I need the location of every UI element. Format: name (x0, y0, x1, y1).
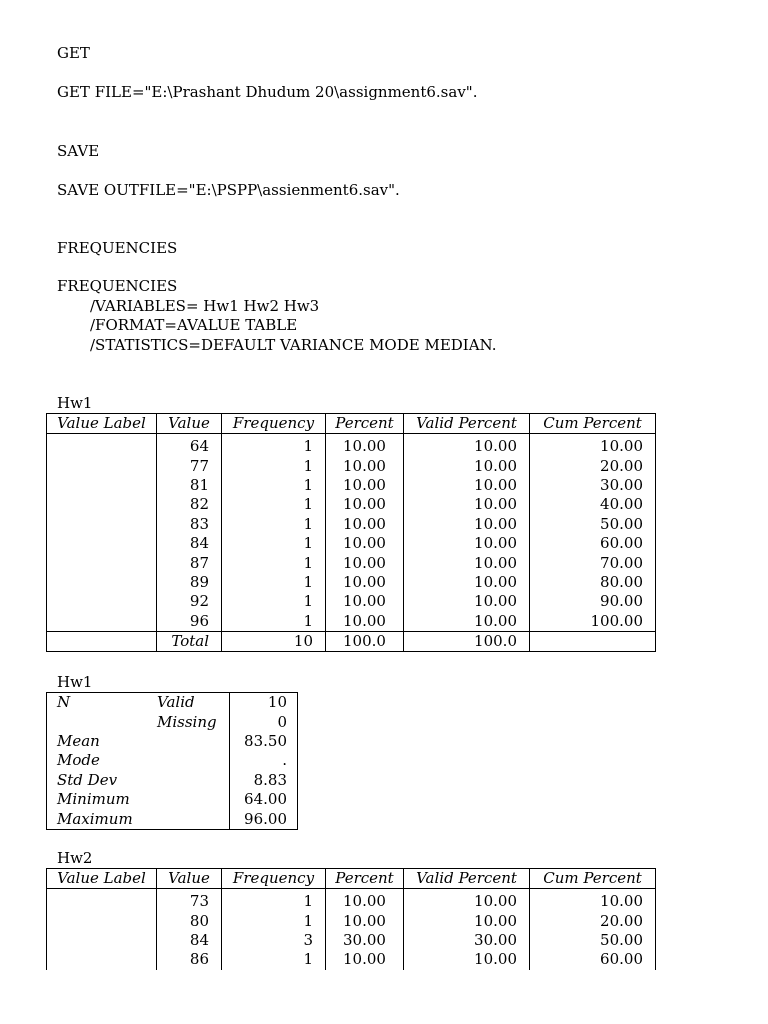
valid-percent-cell: 10.00 (404, 911, 530, 930)
total-label-cell: Total (157, 631, 222, 651)
frequency-cell: 1 (222, 434, 326, 457)
value-cell: 81 (157, 476, 222, 495)
stat-missing-label: Missing (157, 712, 217, 731)
cum-percent-cell: 20.00 (530, 911, 656, 930)
frequency-cell: 1 (222, 889, 326, 912)
percent-cell: 10.00 (326, 553, 404, 572)
value-cell: 84 (157, 931, 222, 950)
col-value-label: Value Label (47, 414, 157, 434)
table-row (47, 495, 656, 514)
hw1-statistics-table (46, 692, 298, 830)
value-label-cell (47, 476, 157, 495)
total-percent-cell: 100.0 (326, 631, 404, 651)
frequency-cell: 1 (222, 515, 326, 534)
valid-percent-cell: 10.00 (404, 456, 530, 475)
percent-cell: 10.00 (326, 950, 404, 969)
hw2-frequency-table (46, 868, 656, 970)
percent-cell: 10.00 (326, 495, 404, 514)
stat-max-value: 96.00 (230, 809, 298, 829)
save-header: SAVE (57, 142, 100, 160)
frequencies-statistics: /STATISTICS=DEFAULT VARIANCE MODE MEDIAN. (90, 336, 497, 354)
valid-percent-cell: 10.00 (404, 476, 530, 495)
stat-max-label: Maximum (57, 809, 133, 828)
table-header-row (47, 414, 656, 434)
value-cell: 82 (157, 495, 222, 514)
stat-min-label: Minimum (57, 790, 130, 809)
total-cum-empty-cell (530, 631, 656, 651)
col-cum-percent: Cum Percent (530, 869, 656, 889)
table-header-row (47, 869, 656, 889)
value-label-cell (47, 592, 157, 611)
col-frequency: Frequency (222, 414, 326, 434)
cum-percent-cell: 50.00 (530, 515, 656, 534)
table-row (47, 476, 656, 495)
percent-cell: 10.00 (326, 612, 404, 632)
value-label-cell (47, 931, 157, 950)
value-cell: 87 (157, 553, 222, 572)
table-row (47, 931, 656, 950)
value-label-cell (47, 911, 157, 930)
cum-percent-cell: 90.00 (530, 592, 656, 611)
hw1-frequency-table (46, 413, 656, 652)
frequency-cell: 1 (222, 534, 326, 553)
frequency-cell: 1 (222, 456, 326, 475)
value-label-cell (47, 553, 157, 572)
stat-valid-value: 10 (230, 693, 298, 713)
value-cell: 89 (157, 573, 222, 592)
valid-percent-cell: 10.00 (404, 889, 530, 912)
stat-row-stddev (47, 771, 298, 790)
cum-percent-cell: 60.00 (530, 950, 656, 969)
table-row (47, 553, 656, 572)
table-row (47, 592, 656, 611)
stat-row-valid (47, 693, 298, 713)
stat-mean-label: Mean (57, 731, 100, 750)
cum-percent-cell: 50.00 (530, 931, 656, 950)
percent-cell: 10.00 (326, 889, 404, 912)
save-command: SAVE OUTFILE="E:\PSPP\assienment6.sav". (57, 181, 400, 199)
get-command: GET FILE="E:\Prashant Dhudum 20\assignment6.sav". (57, 83, 478, 101)
col-valid-percent: Valid Percent (404, 869, 530, 889)
col-frequency: Frequency (222, 869, 326, 889)
table-row (47, 456, 656, 475)
total-valid-percent-cell: 100.0 (404, 631, 530, 651)
stat-mean-value: 83.50 (230, 732, 298, 751)
cum-percent-cell: 10.00 (530, 434, 656, 457)
total-row (47, 631, 656, 651)
valid-percent-cell: 10.00 (404, 573, 530, 592)
col-value: Value (157, 414, 222, 434)
value-label-cell (47, 889, 157, 912)
stat-n-label: N (57, 693, 71, 712)
cum-percent-cell: 70.00 (530, 553, 656, 572)
value-label-cell (47, 612, 157, 632)
value-cell: 73 (157, 889, 222, 912)
percent-cell: 10.00 (326, 515, 404, 534)
cum-percent-cell: 40.00 (530, 495, 656, 514)
value-cell: 92 (157, 592, 222, 611)
percent-cell: 10.00 (326, 573, 404, 592)
stat-row-maximum (47, 809, 298, 829)
valid-percent-cell: 10.00 (404, 495, 530, 514)
stat-stddev-value: 8.83 (230, 771, 298, 790)
valid-percent-cell: 30.00 (404, 931, 530, 950)
frequency-cell: 1 (222, 476, 326, 495)
value-cell: 84 (157, 534, 222, 553)
valid-percent-cell: 10.00 (404, 612, 530, 632)
percent-cell: 10.00 (326, 476, 404, 495)
col-value-label: Value Label (47, 869, 157, 889)
percent-cell: 10.00 (326, 911, 404, 930)
hw2-frequency-title: Hw2 (57, 849, 93, 867)
cum-percent-cell: 30.00 (530, 476, 656, 495)
col-percent: Percent (326, 414, 404, 434)
cum-percent-cell: 60.00 (530, 534, 656, 553)
value-label-cell (47, 456, 157, 475)
value-cell: 96 (157, 612, 222, 632)
frequencies-format: /FORMAT=AVALUE TABLE (90, 316, 298, 334)
table-row (47, 534, 656, 553)
table-row (47, 434, 656, 457)
percent-cell: 10.00 (326, 456, 404, 475)
hw1-frequency-title: Hw1 (57, 394, 93, 412)
stat-mode-value: . (230, 751, 298, 770)
value-cell: 64 (157, 434, 222, 457)
col-value: Value (157, 869, 222, 889)
col-valid-percent: Valid Percent (404, 414, 530, 434)
cum-percent-cell: 80.00 (530, 573, 656, 592)
get-header: GET (57, 44, 90, 62)
stat-row-minimum (47, 790, 298, 809)
stat-mode-label: Mode (57, 751, 100, 770)
stat-row-mean (47, 732, 298, 751)
value-label-cell (47, 495, 157, 514)
valid-percent-cell: 10.00 (404, 434, 530, 457)
cum-percent-cell: 10.00 (530, 889, 656, 912)
value-label-cell (47, 950, 157, 969)
frequency-cell: 1 (222, 592, 326, 611)
table-row (47, 889, 656, 912)
col-percent: Percent (326, 869, 404, 889)
value-label-cell (47, 434, 157, 457)
valid-percent-cell: 10.00 (404, 515, 530, 534)
frequency-cell: 3 (222, 931, 326, 950)
stat-stddev-label: Std Dev (57, 770, 118, 789)
stat-min-value: 64.00 (230, 790, 298, 809)
frequencies-command: FREQUENCIES (57, 277, 178, 295)
value-cell: 86 (157, 950, 222, 969)
valid-percent-cell: 10.00 (404, 553, 530, 572)
frequency-cell: 1 (222, 495, 326, 514)
valid-percent-cell: 10.00 (404, 950, 530, 969)
percent-cell: 30.00 (326, 931, 404, 950)
frequencies-variables: /VARIABLES= Hw1 Hw2 Hw3 (90, 297, 320, 315)
frequency-cell: 1 (222, 911, 326, 930)
frequency-cell: 1 (222, 553, 326, 572)
total-frequency-cell: 10 (222, 631, 326, 651)
percent-cell: 10.00 (326, 534, 404, 553)
total-empty-cell (47, 631, 157, 651)
value-cell: 80 (157, 911, 222, 930)
cum-percent-cell: 20.00 (530, 456, 656, 475)
frequencies-header: FREQUENCIES (57, 239, 178, 257)
valid-percent-cell: 10.00 (404, 592, 530, 611)
frequency-cell: 1 (222, 950, 326, 969)
stat-row-missing (47, 712, 298, 731)
frequency-cell: 1 (222, 573, 326, 592)
percent-cell: 10.00 (326, 434, 404, 457)
stat-row-mode (47, 751, 298, 770)
valid-percent-cell: 10.00 (404, 534, 530, 553)
table-row (47, 950, 656, 969)
table-row (47, 911, 656, 930)
cum-percent-cell: 100.00 (530, 612, 656, 632)
value-label-cell (47, 515, 157, 534)
value-cell: 83 (157, 515, 222, 534)
table-row (47, 515, 656, 534)
frequency-cell: 1 (222, 612, 326, 632)
percent-cell: 10.00 (326, 592, 404, 611)
table-row (47, 573, 656, 592)
stat-missing-value: 0 (230, 712, 298, 731)
value-label-cell (47, 573, 157, 592)
col-cum-percent: Cum Percent (530, 414, 656, 434)
table-row (47, 612, 656, 632)
value-label-cell (47, 534, 157, 553)
hw1-statistics-title: Hw1 (57, 673, 93, 691)
value-cell: 77 (157, 456, 222, 475)
stat-valid-label: Valid (157, 693, 195, 712)
